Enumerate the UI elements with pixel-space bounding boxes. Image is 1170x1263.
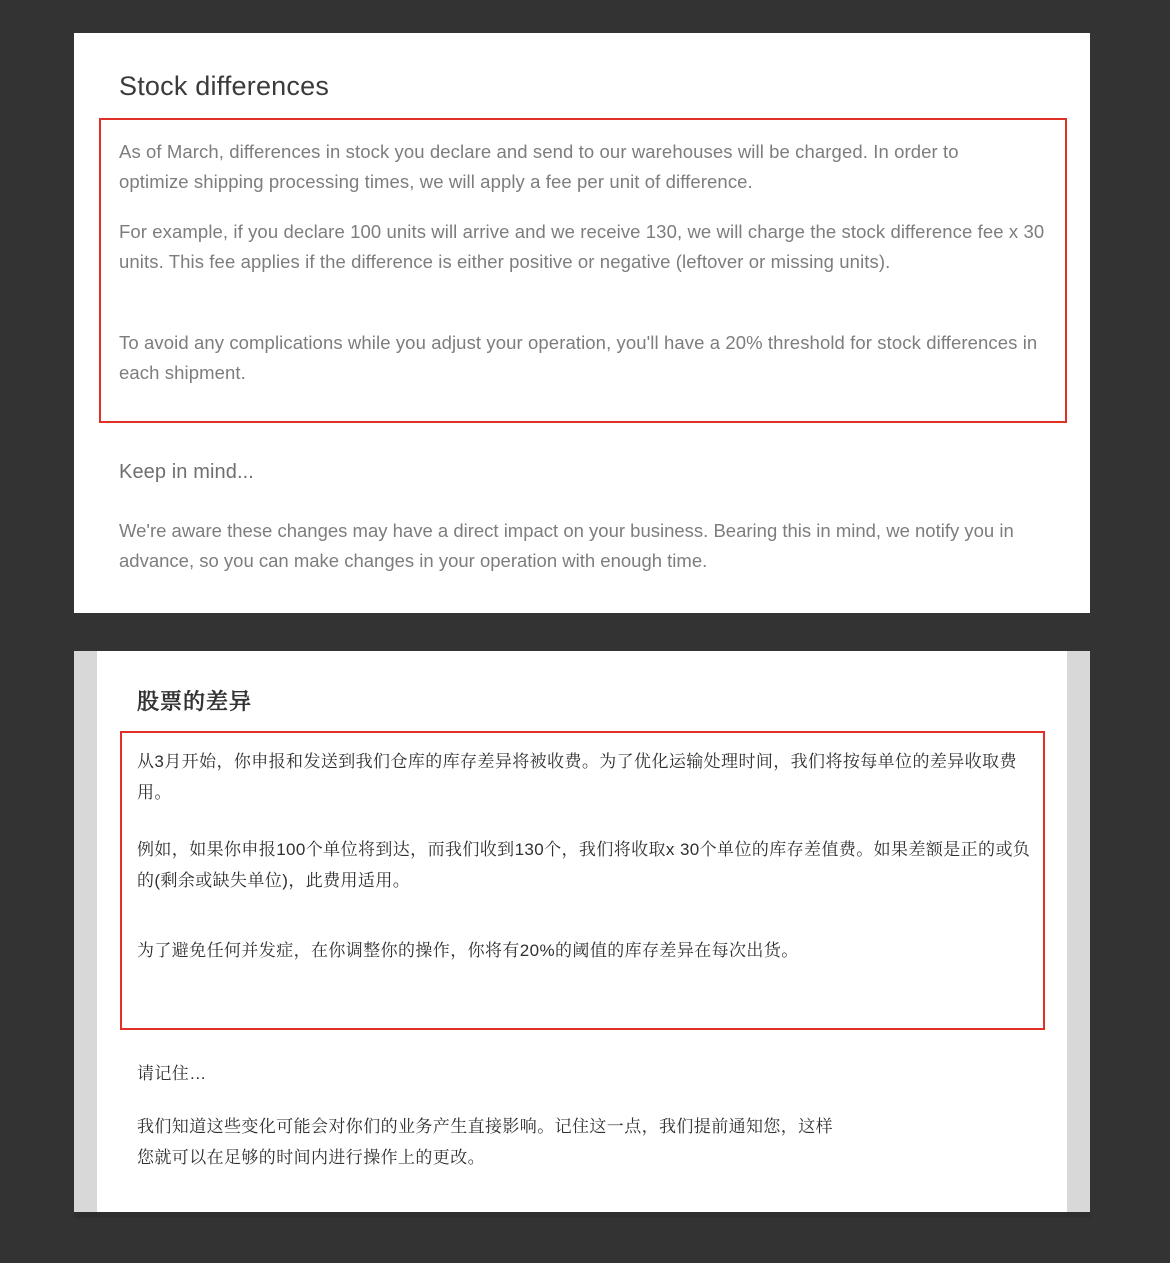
chinese-keep-in-mind-heading: 请记住… [137,1064,207,1083]
chinese-paragraph-2: 例如，如果你申报100个单位将到达，而我们收到130个，我们将收取x 30个单位的库存差值费。如果差额是正的或负的(剩余或缺失单位)，此费用适用。 [137,840,1031,890]
chinese-keep-in-mind-body: 我们知道这些变化可能会对你们的业务产生直接影响。记住这一点，我们提前通知您，这样您就可以在足够的时间内进行操作上的更改。 [137,1117,833,1167]
english-paragraph-2: For example, if you declare 100 units will arrive and we receive 130, we will charge the stock difference fee x 30 units. This fee applies if the difference is either positive or negative (leftover or missing units). [119,221,1045,272]
panel-bottom-divider [74,1212,1090,1218]
chinese-paragraph-1: 从3月开始，你申报和发送到我们仓库的库存差异将被收费。为了优化运输处理时间，我们将按每单位的差异收取费用。 [137,752,1017,802]
english-paragraph-1: As of March, differences in stock you declare and send to our warehouses will be charged. In order to optimize shipping processing times, we will apply a fee per unit of difference. [119,141,959,192]
chinese-document-page [97,651,1067,1218]
chinese-paragraph-3: 为了避免任何并发症，在你调整你的操作，你将有20%的阈值的库存差异在每次出货。 [137,941,799,960]
english-document-panel [74,33,1090,613]
english-keep-in-mind-body: We're aware these changes may have a direct impact on your business. Bearing this in mind, we notify you in advance, so you can make changes in your operation with enough time. [119,520,1014,571]
chinese-page-title: 股票的差异 [137,689,253,714]
english-paragraph-3: To avoid any complications while you adjust your operation, you'll have a 20% threshold for stock differences in each shipment. [119,332,1038,383]
chinese-document-panel [74,651,1090,1218]
english-keep-in-mind-heading: Keep in mind... [119,461,254,483]
page-title: Stock differences [119,71,330,101]
